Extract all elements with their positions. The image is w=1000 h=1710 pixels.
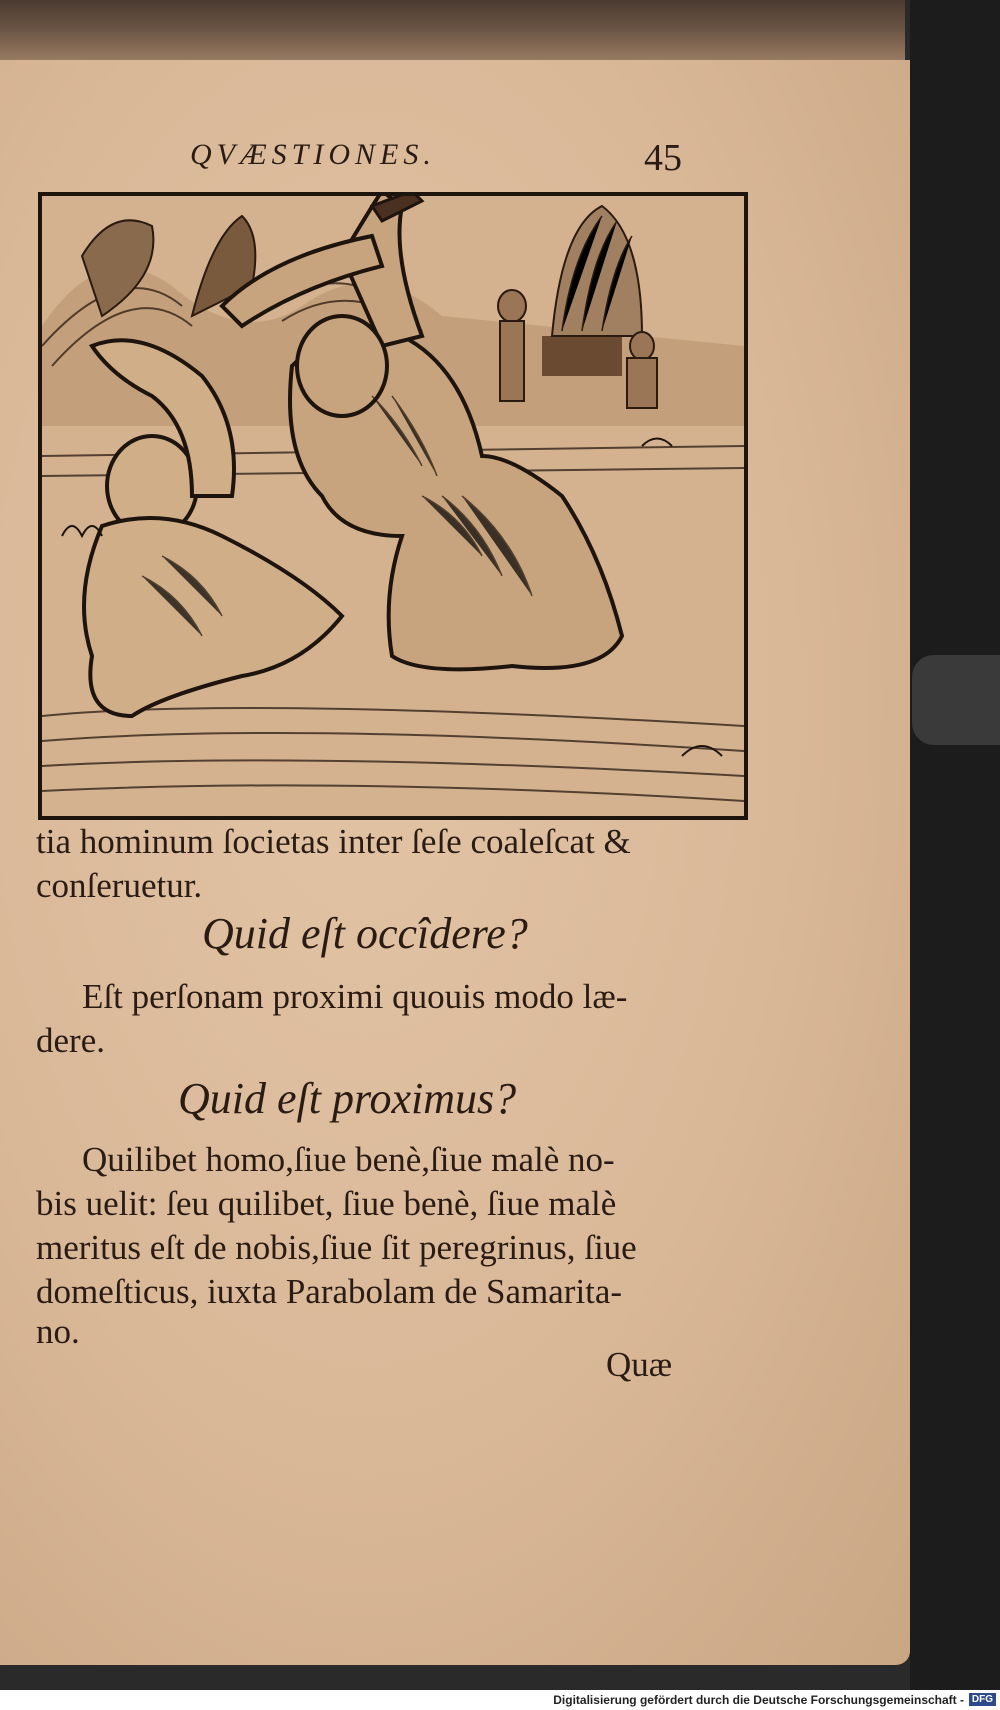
funding-credit: Digitalisierung gefördert durch die Deutsche Forschungsgemeinschaft -	[553, 1693, 964, 1707]
running-head: QVÆSTIONES.	[190, 138, 436, 171]
book-clasp	[912, 655, 1000, 745]
page-number: 45	[644, 137, 682, 179]
book-cover	[910, 0, 1000, 1690]
answer-line: Eſt perſonam proximi quouis modo læ-	[82, 977, 628, 1016]
question-heading: Quid eſt occîdere?	[202, 909, 528, 958]
answer-line: domeſticus, iuxta Parabolam de Samarita-	[36, 1272, 623, 1311]
woodcut-image	[42, 196, 744, 816]
answer-line: Quilibet homo,ſiue benè,ſiue malè no-	[82, 1140, 615, 1179]
answer-line: bis uelit: ſeu quilibet, ſiue benè, ſiue malè	[36, 1184, 617, 1223]
answer-line: no.	[36, 1312, 80, 1351]
footer-bar	[0, 1690, 1000, 1710]
woodcut-illustration	[38, 192, 748, 820]
paragraph-line: tia hominum ſocietas inter ſeſe coaleſcat &	[36, 822, 631, 861]
paragraph-line: conſeruetur.	[36, 866, 203, 905]
catchword: Quæ	[606, 1345, 673, 1384]
question-heading: Quid eſt proximus?	[178, 1074, 517, 1123]
answer-line: meritus eſt de nobis,ſiue ſit peregrinus, ſiue	[36, 1228, 637, 1267]
dfg-logo: DFG	[969, 1693, 996, 1706]
answer-line: dere.	[36, 1021, 105, 1060]
